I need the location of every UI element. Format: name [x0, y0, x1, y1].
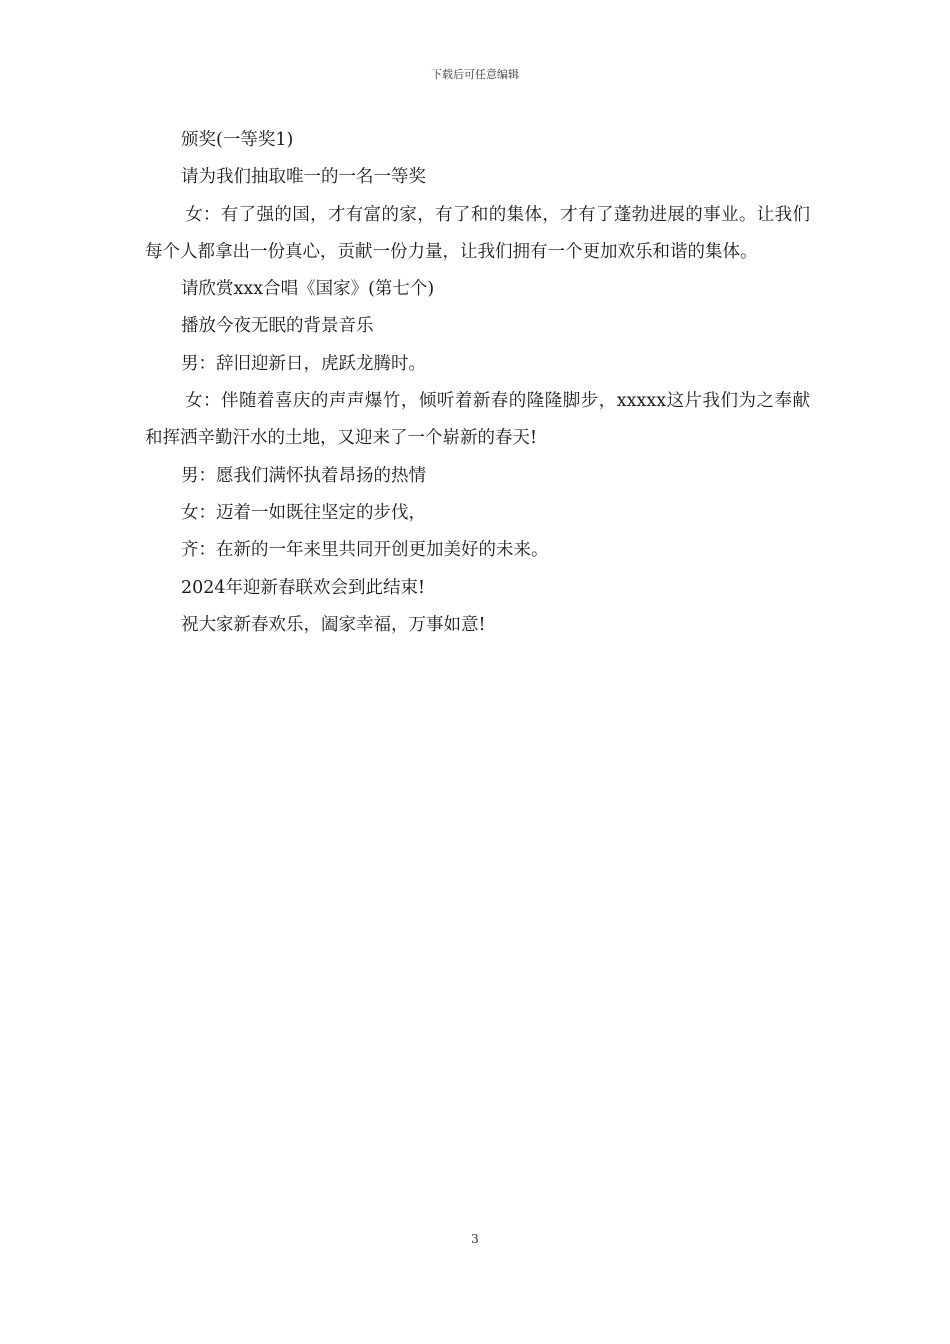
paragraph-male-speech-1: 男：辞旧迎新日，虎跃龙腾时。: [181, 353, 426, 374]
paragraph-together-speech: 齐：在新的一年来里共同开创更加美好的未来。: [181, 540, 549, 561]
paragraph-background-music: 播放今夜无眠的背景音乐: [181, 316, 374, 337]
paragraph-blessing: 祝大家新春欢乐，阖家幸福，万事如意!: [181, 614, 486, 635]
document-body: [145, 122, 810, 644]
paragraph-female-speech-3: 女：迈着一如既往坚定的步伐，: [181, 502, 426, 523]
paragraph-female-speech-2: 女：伴随着喜庆的声声爆竹，倾听着新春的隆隆脚步，xxxxx这片我们为之奉献和挥洒辛勤汗水的土地，又迎来了一个崭新的春天!: [145, 391, 810, 449]
paragraph-male-speech-2: 男：愿我们满怀执着昂扬的热情: [181, 465, 426, 486]
paragraph-event-ending: 2024年迎新春联欢会到此结束!: [181, 577, 426, 598]
page-number: 3: [471, 1232, 479, 1246]
paragraph-chorus-announcement: 请欣赏xxx合唱《国家》(第七个): [181, 279, 435, 300]
paragraph-female-speech-1: 女：有了强的国，才有富的家，有了和的集体，才有了蓬勃进展的事业。让我们每个人都拿出一份真心，贡献一份力量，让我们拥有一个更加欢乐和谐的集体。: [145, 204, 810, 262]
page-header: 下载后可任意编辑: [431, 68, 519, 81]
paragraph-award-title: 颁奖(一等奖1): [181, 130, 294, 150]
paragraph-draw-prize: 请为我们抽取唯一的一名一等奖: [181, 167, 426, 188]
